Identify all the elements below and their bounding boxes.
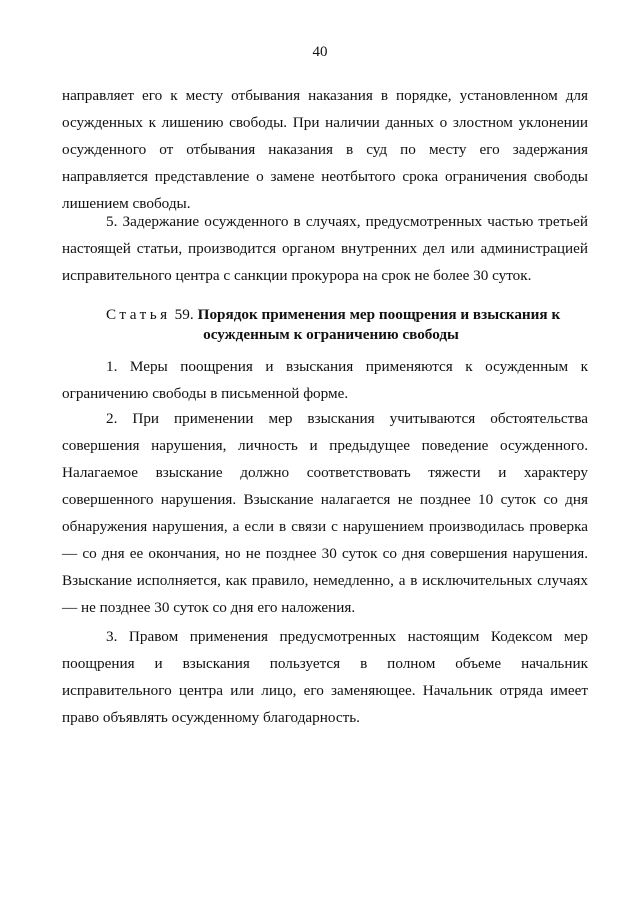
article-heading-line1	[62, 305, 588, 325]
article-heading	[62, 305, 588, 345]
paragraph-continuation: направляет его к месту отбывания наказания в порядке, установленном для осужденных к лишению свободы. При наличии данных о злостном уклонении осужденного от отбывания наказания в суд по месту его задержания направляется представление о замене неотбытого срока ограничения свободы лишением свободы.	[62, 87, 588, 212]
page-number: 40	[312, 44, 328, 60]
paragraph-item-5: 5. Задержание осужденного в случаях, предусмотренных частью третьей настоящей статьи, производится органом внутренних дел или администрацией исправительного центра с санкции прокурора на срок не более 30 суток.	[62, 213, 588, 284]
paragraph-item-2: 2. При применении мер взыскания учитываются обстоятельства совершения нарушения, личность и предыдущее поведение осужденного. Налагаемое взыскание должно соответствовать тяжести и характеру совершенного нарушения. Взыскание налагается не позднее 10 суток со дня обнаружения нарушения, а если в связи с нарушением производилась проверка — со дня ее окончания, но не позднее 30 суток со дня совершения нарушения. Взыскание исполняется, как правило, немедленно, а в исключительных случаях — не позднее 30 суток со дня его наложения.	[62, 410, 588, 616]
article-title-part2: осужденным к ограничению свободы	[203, 326, 459, 343]
paragraph-item-3: 3. Правом применения предусмотренных настоящим Кодексом мер поощрения и взыскания пользуется в полном объеме начальник исправительного центра или лицо, его заменяющее. Начальник отряда имеет право объявлять осужденному благодарность.	[62, 628, 588, 726]
article-title-part1: Порядок применения мер поощрения и взыскания к	[197, 306, 561, 323]
article-number: 59.	[174, 306, 194, 323]
article-label: Статья	[106, 306, 171, 323]
paragraph-item-1: 1. Меры поощрения и взыскания применяются к осужденным к ограничению свободы в письменной форме.	[62, 358, 588, 402]
